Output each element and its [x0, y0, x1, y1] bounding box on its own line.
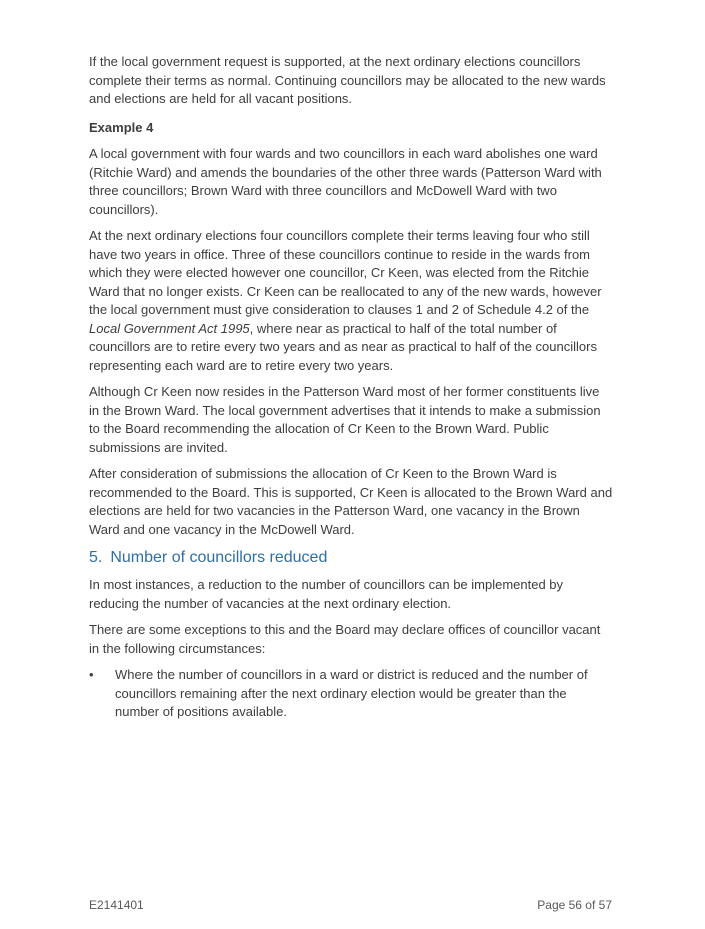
footer-document-id: E2141401 [89, 898, 144, 912]
paragraph-cr-keen-resides: Although Cr Keen now resides in the Patterson Ward most of her former constituents live in the Brown Ward. The local government advertises that it intends to make a submission to the Board recommending the allocation of Cr Keen to the Brown Ward. Public submissions are invited. [89, 384, 601, 455]
bullet-icon: • [89, 667, 94, 682]
section-heading-councillors-reduced [89, 547, 613, 569]
section-number: 5. [89, 549, 103, 566]
bullet-text: Where the number of councillors in a ward or district is reduced and the number of councillors remaining after the next ordinary election would be greater than the number of positions available. [115, 667, 588, 719]
example-4-heading: Example 4 [89, 119, 154, 135]
paragraph-ward-abolished: A local government with four wards and two councillors in each ward abolishes one ward (Ritchie Ward) and amends the boundaries of the other three wards (Patterson Ward with three councillors; Brown Ward with three councillors and McDowell Ward with two councillors). [89, 146, 602, 217]
paragraph-request-supported: If the local government request is supported, at the next ordinary elections councillors complete their terms as normal. Continuing councillors may be allocated to the new wards and elections are held for all vacant positions. [89, 54, 606, 106]
act-title-italic: Local Government Act 1995 [89, 320, 250, 336]
paragraph-text-before-act: At the next ordinary elections four councillors complete their terms leaving four who still have two years in office. Three of these councillors continue to reside in the wards from which they were elected however one councillor, Cr Keen, was elected from the Ritchie Ward that no longer exists. Cr Keen can be reallocated to any of the new wards, however the local government must give consideration to clauses 1 and 2 of Schedule 4.2 of the [89, 228, 602, 317]
paragraph-next-elections [89, 227, 613, 375]
page-footer [89, 898, 612, 913]
paragraph-text-after-act: , where near as practical to half of the total number of councillors are to retire every two years and as near as practical to half of the councillors representing each ward are to retire every two years. [89, 320, 597, 373]
paragraph-submissions-considered: After consideration of submissions the allocation of Cr Keen to the Brown Ward is recommended to the Board. This is supported, Cr Keen is allocated to the Brown Ward and elections are held for two vacancies in the Patterson Ward, one vacancy in the Brown Ward and one vacancy in the McDowell Ward. [89, 466, 613, 537]
footer-page-number: Page 56 of 57 [537, 898, 612, 912]
paragraph-exceptions-intro: There are some exceptions to this and the Board may declare offices of councillor vacant in the following circumstances: [89, 622, 601, 656]
bullet-item [89, 666, 613, 722]
paragraph-reduction-implemented: In most instances, a reduction to the number of councillors can be implemented by reducing the number of vacancies at the next ordinary election. [89, 577, 564, 611]
section-title: Number of councillors reduced [110, 549, 328, 566]
